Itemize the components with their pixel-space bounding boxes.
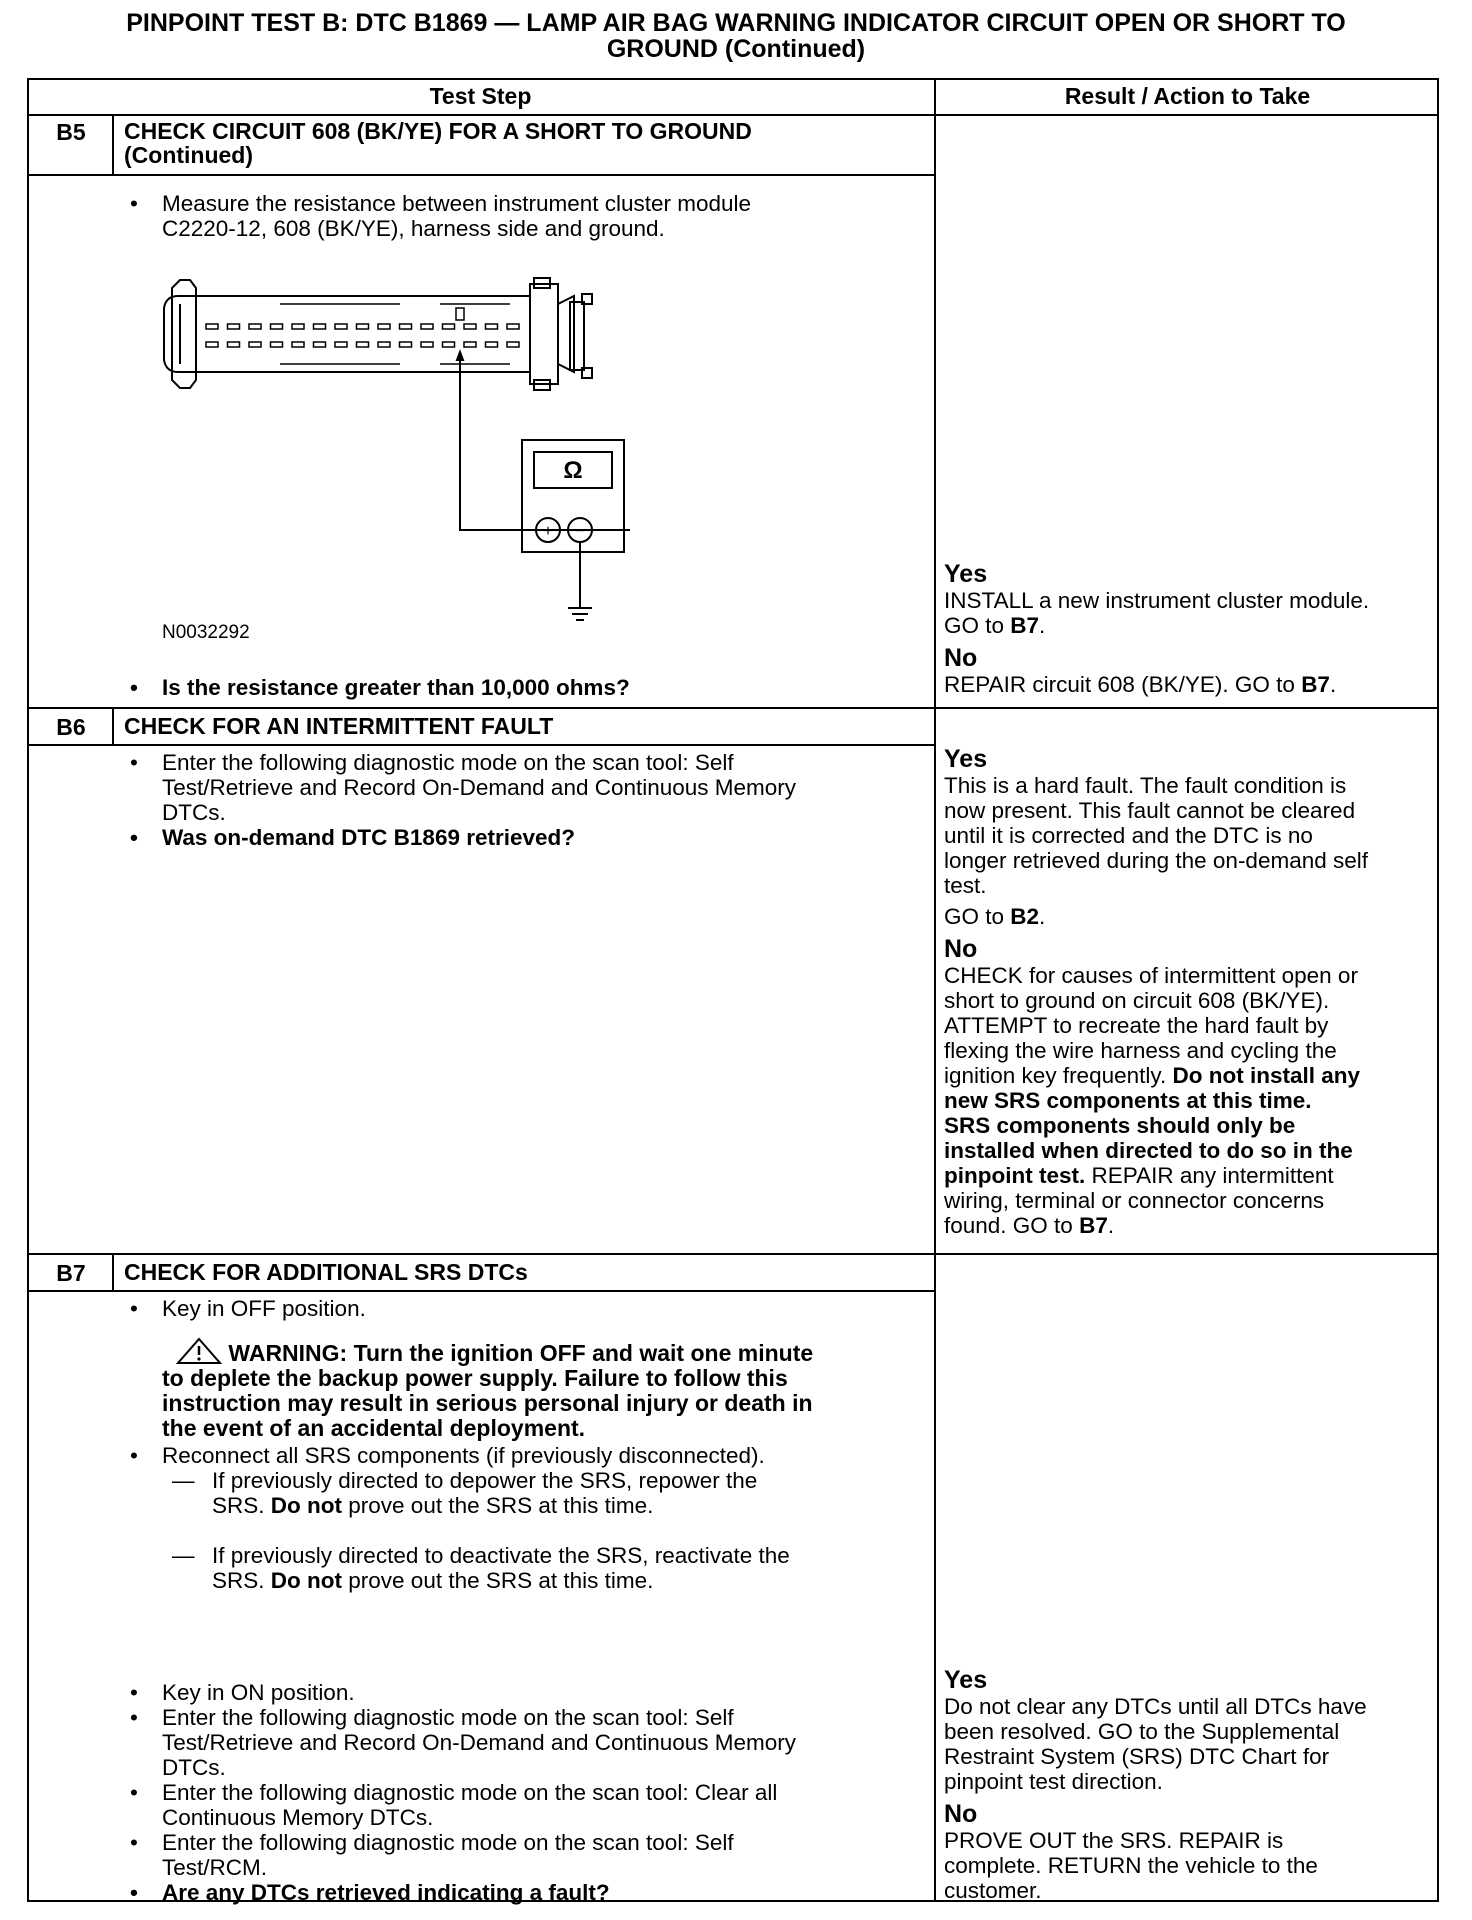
- connector-pin: [335, 324, 347, 329]
- b6-title-divider: [27, 744, 936, 746]
- connector-pin: [271, 342, 283, 347]
- bullet-icon: •: [130, 1880, 138, 1905]
- connector-pins: [206, 324, 519, 347]
- connector-pin: [271, 324, 283, 329]
- connector-pin: [228, 342, 240, 347]
- bullet-icon: •: [130, 1705, 138, 1730]
- bullet-icon: •: [130, 1680, 138, 1705]
- connector-pin: [421, 324, 433, 329]
- connector-pin: [249, 324, 261, 329]
- title-line-2: GROUND (Continued): [606, 35, 866, 63]
- list-item: • Is the resistance greater than 10,000 ohms?: [130, 675, 630, 700]
- connector-pin: [464, 324, 476, 329]
- step-id-b7: B7: [56, 1260, 86, 1286]
- b5-instructions: [124, 191, 924, 241]
- connector-pin: [507, 324, 519, 329]
- no-label: No: [944, 935, 978, 963]
- step-title-b6: CHECK FOR AN INTERMITTENT FAULT: [124, 713, 554, 739]
- connector-pin: [292, 324, 304, 329]
- step-title-b7: CHECK FOR ADDITIONAL SRS DTCs: [124, 1259, 528, 1285]
- yes-label: Yes: [944, 745, 988, 773]
- b6-instructions: [124, 750, 924, 850]
- connector-pin: [400, 324, 412, 329]
- dash-icon: —: [172, 1543, 195, 1568]
- connector-pin: [292, 342, 304, 347]
- list-item: • Reconnect all SRS components (if previously disconnected).: [130, 1443, 765, 1468]
- list-item: • Enter the following diagnostic mode on the scan tool: Clear all Continuous Memory DTCs.: [130, 1780, 778, 1830]
- no-label: No: [944, 1800, 978, 1828]
- connector-ohmmeter-diagram: [150, 268, 630, 628]
- b7-result: Yes Do not clear any DTCs until all DTCs have been resolved. GO to the Supplemental Restraint System (SRS) DTC Chart for pinpoint test direction. No PROVE OUT the SRS. REPAIR is complete. RETURN the vehicle to the customer.: [944, 1666, 1438, 1903]
- bullet-icon: •: [130, 675, 138, 700]
- list-item: • Measure the resistance between instrument cluster module C2220-12, 608 (BK/YE), harness side and ground.: [130, 191, 752, 241]
- connector-pin: [314, 324, 326, 329]
- connector-pin: [421, 342, 433, 347]
- list-item: • Enter the following diagnostic mode on the scan tool: Self Test/Retrieve and Record On-Demand and Continuous Memory DTCs.: [130, 1705, 797, 1780]
- b5-question: [124, 675, 924, 700]
- b6-result: Yes This is a hard fault. The fault condition is now present. This fault cannot be cleared until it is corrected and the DTC is no longer retrieved during the on-demand self test. GO to B2. No CHECK for causes of intermittent open or short to ground on circuit 608 (BK/YE). ATTEMPT to recreate the hard fault by flexing the wire harness and cycling the ignition key frequently. Do not install any new SRS components at this time. SRS components should only be installed when directed to do so in the pinpoint test. REPAIR any intermittent wiring, terminal or connector concerns found. GO to B7.: [944, 745, 1438, 1238]
- connector-body: [164, 296, 530, 372]
- list-item: • Key in ON position.: [130, 1680, 355, 1705]
- connector-pin: [357, 324, 369, 329]
- connector-pin: [486, 324, 498, 329]
- bullet-icon: •: [130, 750, 138, 775]
- b6-b7-divider: [27, 1253, 1439, 1255]
- connector-pin: [228, 324, 240, 329]
- connector-pin: [464, 342, 476, 347]
- list-item: • Key in OFF position.: [130, 1296, 366, 1321]
- connector-pin: [335, 342, 347, 347]
- list-item: • Enter the following diagnostic mode on the scan tool: Self Test/Retrieve and Record On-Demand and Continuous Memory DTCs.: [130, 750, 797, 825]
- bullet-icon: •: [130, 1443, 138, 1468]
- list-item: • Are any DTCs retrieved indicating a fault?: [130, 1880, 610, 1905]
- bullet-icon: •: [130, 191, 138, 216]
- b7-title-divider: [27, 1290, 936, 1292]
- ohm-symbol: Ω: [563, 457, 583, 484]
- connector-pin: [357, 342, 369, 347]
- connector-pin: [378, 342, 390, 347]
- b5-title-divider: [27, 174, 936, 176]
- yes-label: Yes: [944, 1666, 988, 1694]
- column-divider: [934, 78, 936, 1902]
- bullet-icon: •: [130, 1780, 138, 1805]
- minus-label: −: [575, 523, 585, 540]
- plus-label: +: [543, 523, 553, 540]
- b7-instructions: [124, 1296, 924, 1593]
- dash-icon: —: [172, 1468, 195, 1493]
- connector-pin: [314, 342, 326, 347]
- sub-item: — If previously directed to depower the SRS, repower the SRS. Do not prove out the SRS at this time.: [172, 1468, 758, 1518]
- probe-wire: [460, 360, 630, 530]
- title-line-1: PINPOINT TEST B: DTC B1869 — LAMP AIR BAG WARNING INDICATOR CIRCUIT OPEN OR SHORT TO: [126, 9, 1346, 37]
- step-id-b6: B6: [56, 714, 86, 740]
- connector-pin: [507, 342, 519, 347]
- connector-pin: [378, 324, 390, 329]
- bullet-icon: •: [130, 1830, 138, 1855]
- yes-label: Yes: [944, 560, 988, 588]
- connector-pin: [249, 342, 261, 347]
- connector-pin: [486, 342, 498, 347]
- list-item: • Enter the following diagnostic mode on the scan tool: Self Test/RCM.: [130, 1830, 734, 1880]
- connector-pin: [443, 324, 455, 329]
- sub-item: — If previously directed to deactivate the SRS, reactivate the SRS. Do not prove out the SRS at this time.: [172, 1543, 790, 1593]
- header-test-step: Test Step: [429, 83, 532, 109]
- page-title: [20, 10, 1452, 62]
- header-row-divider: [27, 114, 1439, 116]
- connector-pin: [206, 342, 218, 347]
- connector-pin: [400, 342, 412, 347]
- warning-block: WARNING: Turn the ignition OFF and wait one minute to deplete the backup power supply. Failure to follow this instruction may result in serious personal injury or death in the event of an accidental deployment.: [124, 1337, 924, 1441]
- connector-pin: [206, 324, 218, 329]
- b5-result: Yes INSTALL a new instrument cluster module. GO to B7. No REPAIR circuit 608 (BK/YE). GO to B7.: [944, 560, 1438, 697]
- header-result-action: Result / Action to Take: [1064, 83, 1311, 109]
- b5-b6-divider: [27, 707, 1439, 709]
- ground-icon: [568, 608, 592, 620]
- b7-instructions-continued: [124, 1680, 924, 1905]
- bullet-icon: •: [130, 1296, 138, 1321]
- figure-id: N0032292: [162, 622, 250, 643]
- no-label: No: [944, 644, 978, 672]
- list-item: • Was on-demand DTC B1869 retrieved?: [130, 825, 576, 850]
- connector-pin: [443, 342, 455, 347]
- step-id-b5: B5: [56, 119, 86, 145]
- bullet-icon: •: [130, 825, 138, 850]
- warning-triangle-icon: [176, 1337, 222, 1365]
- step-title-b5: CHECK CIRCUIT 608 (BK/YE) FOR A SHORT TO GROUND (Continued): [124, 118, 752, 168]
